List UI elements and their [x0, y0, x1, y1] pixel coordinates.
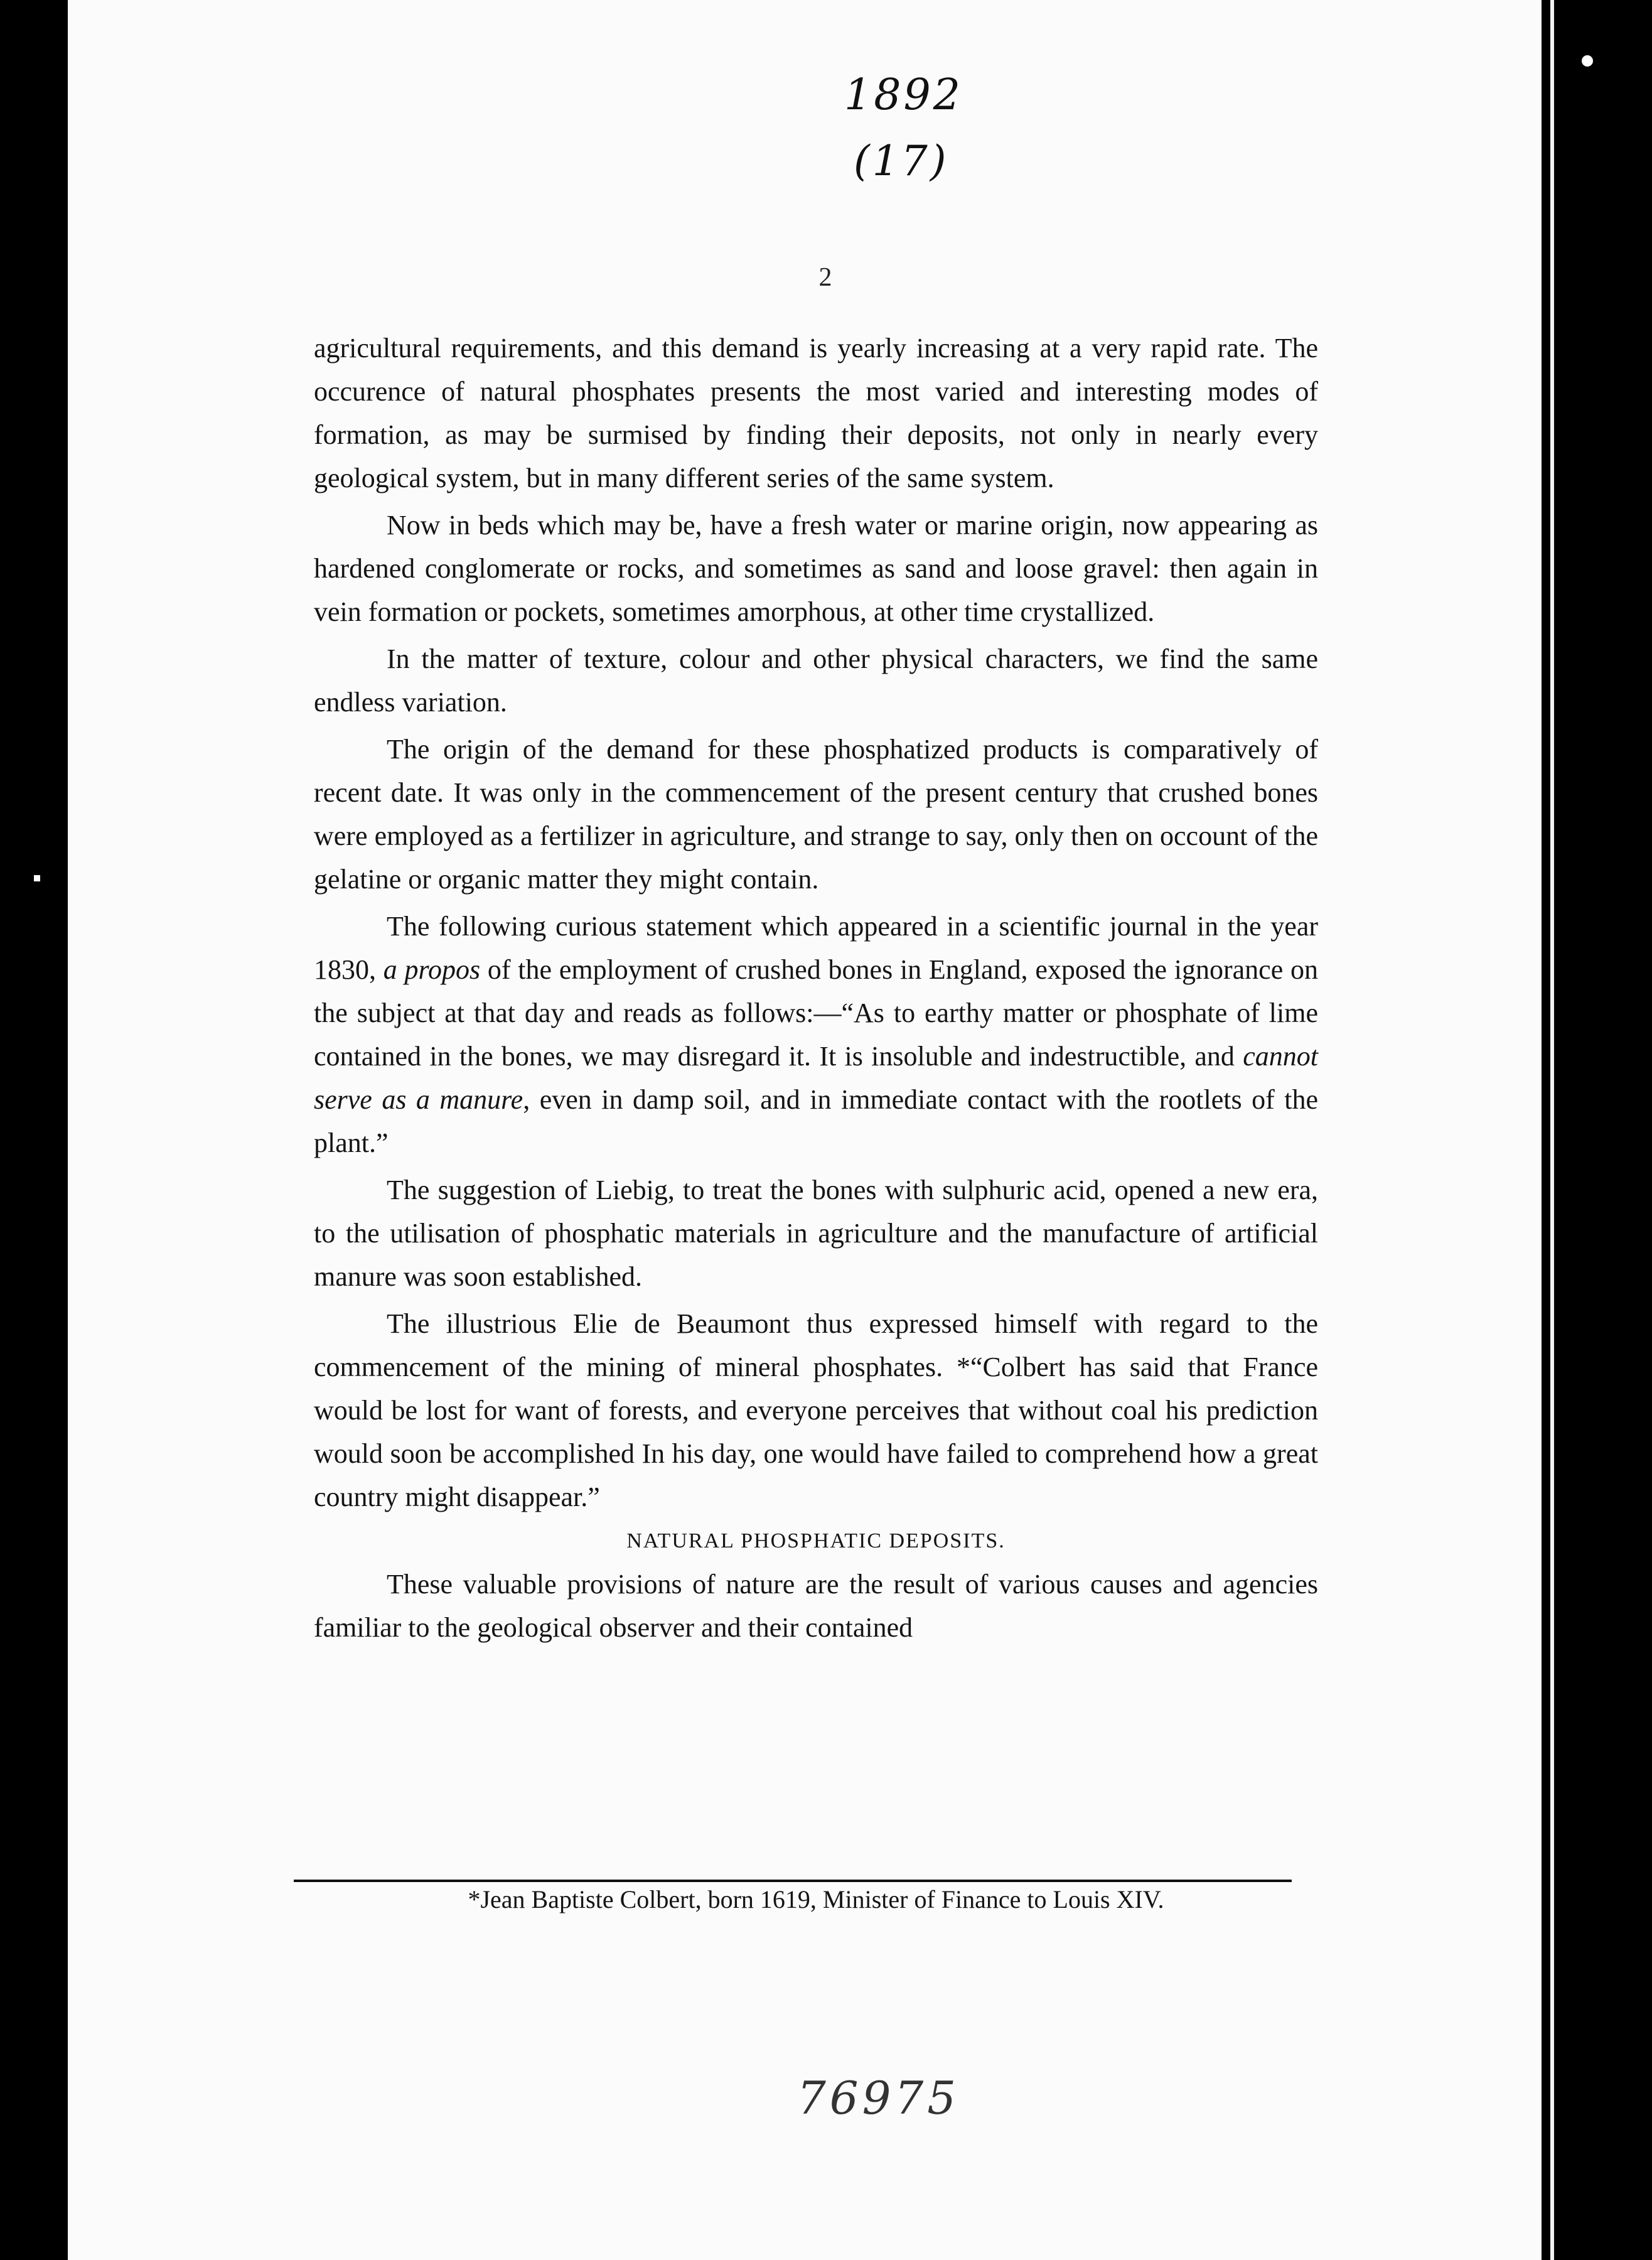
scan-border: [1542, 0, 1652, 2260]
paragraph: Now in beds which may be, have a fresh water or marine origin, now appearing as hardened conglomerate or rocks, and sometimes as sand and loose gravel: then again in vein formation or pockets, sometimes amorphous, at other time crystallized.: [314, 510, 1318, 627]
paragraph: In the matter of texture, colour and other physical characters, we find the same endless variation.: [314, 643, 1318, 718]
handwritten-volume: (17): [854, 137, 949, 185]
paragraph: The origin of the demand for these phosphatized products is comparatively of recent date. It was only in the commencement of the present century that crushed bones were employed as a fertilizer in agriculture, and strange to say, only then on occount of the gelatine or organic matter they might contain.: [314, 734, 1318, 895]
paragraph: The illustrious Elie de Beaumont thus expressed himself with regard to the commencement of the mining of mineral phosphates. *“Colbert has said that France would be lost for want of forests, and everyone perceives that without coal his prediction would soon be accomplished In his day, one would have failed to comprehend how a great country might disappear.”: [314, 1308, 1318, 1512]
paragraph: These valuable provisions of nature are the result of various causes and agencies familiar to the geological observer and their contained: [314, 1569, 1318, 1643]
body-text: [314, 326, 1318, 1653]
section-heading: NATURAL PHOSPHATIC DEPOSITS.: [626, 1529, 1006, 1552]
paragraph-quotation: [314, 905, 1318, 1165]
page-edge-line: [1550, 0, 1554, 2260]
footnote-rule: [294, 1880, 1292, 1882]
handwritten-stamp-number: 76975: [797, 2072, 960, 2124]
text-run: , even in damp soil, and in immediate contact with the rootlets of the plant.”: [314, 1084, 1318, 1158]
italic-text: cannot serve as a manure: [314, 1041, 1318, 1115]
scan-artifact-dot: [1582, 55, 1593, 67]
page-number: 2: [818, 263, 832, 292]
paragraph: The suggestion of Liebig, to treat the bones with sulphuric acid, opened a new era, to the utilisation of phosphatic materials in agriculture and the manufacture of artificial manure was soon established.: [314, 1175, 1318, 1292]
text-run: of the employment of crushed bones in England, exposed the ignorance on the subject at that day and reads as follows:—“As to earthy matter or phosphate of lime contained in the bones, we may disregard it. It is insoluble and indestructible, and: [314, 954, 1318, 1072]
paragraph: agricultural requirements, and this demand is yearly increasing at a very rapid rate. The occurence of natural phosphates presents the most varied and interesting modes of formation, as may be surmised by finding their deposits, not only in nearly every geological system, but in many different series of the same system.: [314, 333, 1318, 493]
scan-artifact-mark: [34, 875, 40, 881]
handwritten-year: 1892: [844, 70, 963, 120]
footnote: *Jean Baptiste Colbert, born 1619, Minister of Finance to Louis XIV.: [468, 1885, 1164, 1913]
italic-text: a propos: [383, 954, 481, 985]
text-run: The following curious statement which appeared in a scientific journal in the year 1830,: [314, 911, 1318, 985]
